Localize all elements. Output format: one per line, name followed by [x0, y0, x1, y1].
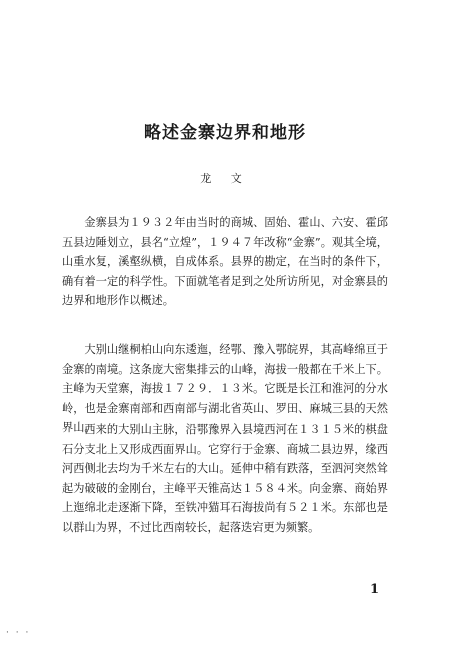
- paragraph-south-border: 大别山继桐柏山向东逶迤，经鄂、豫入鄂皖界，其高峰绵亘于金寨的南境。这条庞大密集排云的山峰，海拔一般都在千米上下。主峰为天堂寨，海拔１７２９．１３米。它既是长江和淮河的分水岭，也是金寨南部和西南部与湖北省英山、罗田、麻城三县的天然界山。: [62, 343, 388, 435]
- edge-mark: · · ·: [6, 628, 31, 638]
- article-title: 略述金寨边界和地形: [144, 123, 306, 143]
- paragraph-intro: 金寨县为１９３２年由当时的商城、固始、霍山、六安、霍邱五县边陲划立，县名“立煌”，１９４７年改称“金寨”。观其全境，山重水复，溪壑纵横，自成体系。县界的勘定，在当时的条件下，确有着一定的科学性。下面就笔者足到之处所访所见，对金寨县的边界和地形作以概述。: [62, 216, 388, 308]
- article-author: 龙 文: [200, 172, 250, 185]
- page-number: 1: [370, 582, 380, 597]
- paragraph-west-border: 西来的大别山主脉，沿鄂豫界入县境西河在１３１５米的棋盘石分支北上又形成西面界山。它穿行于金寨、商城二县边界，缘西河西侧北去均为千米左右的大山。延伸中稍有跌落，至泗河突然耸起为破破的金刚台，主峰平天锥高达１５８４米。向金寨、商始界上迤绵北走逐渐下降，至铁冲猫耳石海拔尚有５２１米。东部也是以群山为界，不过比西南较长，起落迭宕更为频繁。: [62, 423, 388, 534]
